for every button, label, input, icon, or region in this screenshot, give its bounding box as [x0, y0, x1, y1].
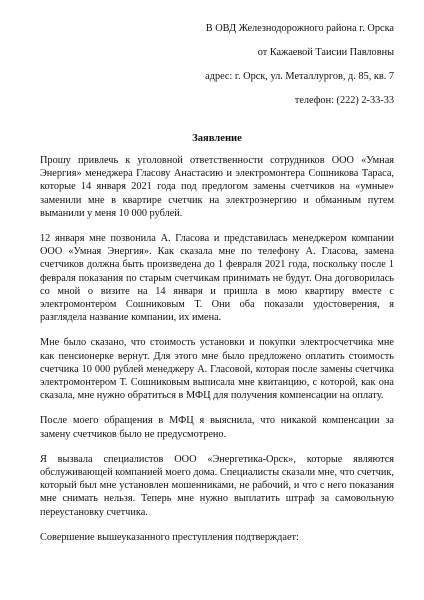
paragraph-4: После моего обращения в МФЦ я выяснила, что никакой компенсации за замену счетчиков было не предусмотрено.: [40, 415, 394, 440]
paragraph-1: Прошу привлечь к уголовной ответственности сотрудников ООО «Умная Энергия» менеджера Гласову Анастасию и электромонтера Сошникова Тараса, которые 14 января 2021 года под предлогом замены счетчиков на «умные» заменили мне в квартире счетчик на электроэнергию и обманным путем выманили у меня 10 000 рублей.: [40, 155, 394, 219]
header-phone: телефон: (222) 2-33-33: [294, 95, 394, 106]
header-address: адрес: г. Орск, ул. Металлургов, д. 85, кв. 7: [205, 71, 394, 82]
document-title: Заявление: [192, 133, 242, 144]
paragraph-3: Мне было сказано, что стоимость установки и покупки электросчетчика мне как пенсионерке вернут. Для этого мне было предложено оплатить стоимость счетчика 10 000 рублей менеджеру А. Гласовой, которая после замены счетчика электромонтером Т. Сошниковым выписала мне квитанцию, с которой, как она сказала, мне нужно обратиться в МФЦ для получения компенсации на оплату.: [40, 337, 394, 402]
header-sender: от Кажаевой Таисии Павловны: [257, 47, 394, 58]
addressee-header: [40, 22, 394, 107]
header-recipient: В ОВД Железнодорожного района г. Орска: [205, 23, 394, 34]
paragraph-5: Я вызвала специалистов ООО «Энергетика-Орск», которые являются обслуживающей компанией моего дома. Специалисты сказали мне, что счетчик, который был мне установлен мошенниками, не рабочий, и что с него показания мне снимать нельзя. Теперь мне нужно выплатить штраф за самовольную переустановку счетчика.: [40, 453, 394, 518]
paragraph-2: 12 января мне позвонила А. Гласова и представилась менеджером компании ООО «Умная Энергия». Как сказала мне по телефону А. Гласова, замена счетчиков должна быть произведена до 1 февраля 2021 года, поскольку после 1 февраля показания по старым счетчикам принимать не будут. Она договорилась со мной о визите на 14 января и пришла в мою квартиру вместе с электромонтером Сошниковым Т. Они оба показали удостоверения, я разглядела название компании, их имена.: [40, 233, 394, 324]
paragraph-6: Совершение вышеуказанного преступления подтверждает:: [40, 531, 299, 543]
